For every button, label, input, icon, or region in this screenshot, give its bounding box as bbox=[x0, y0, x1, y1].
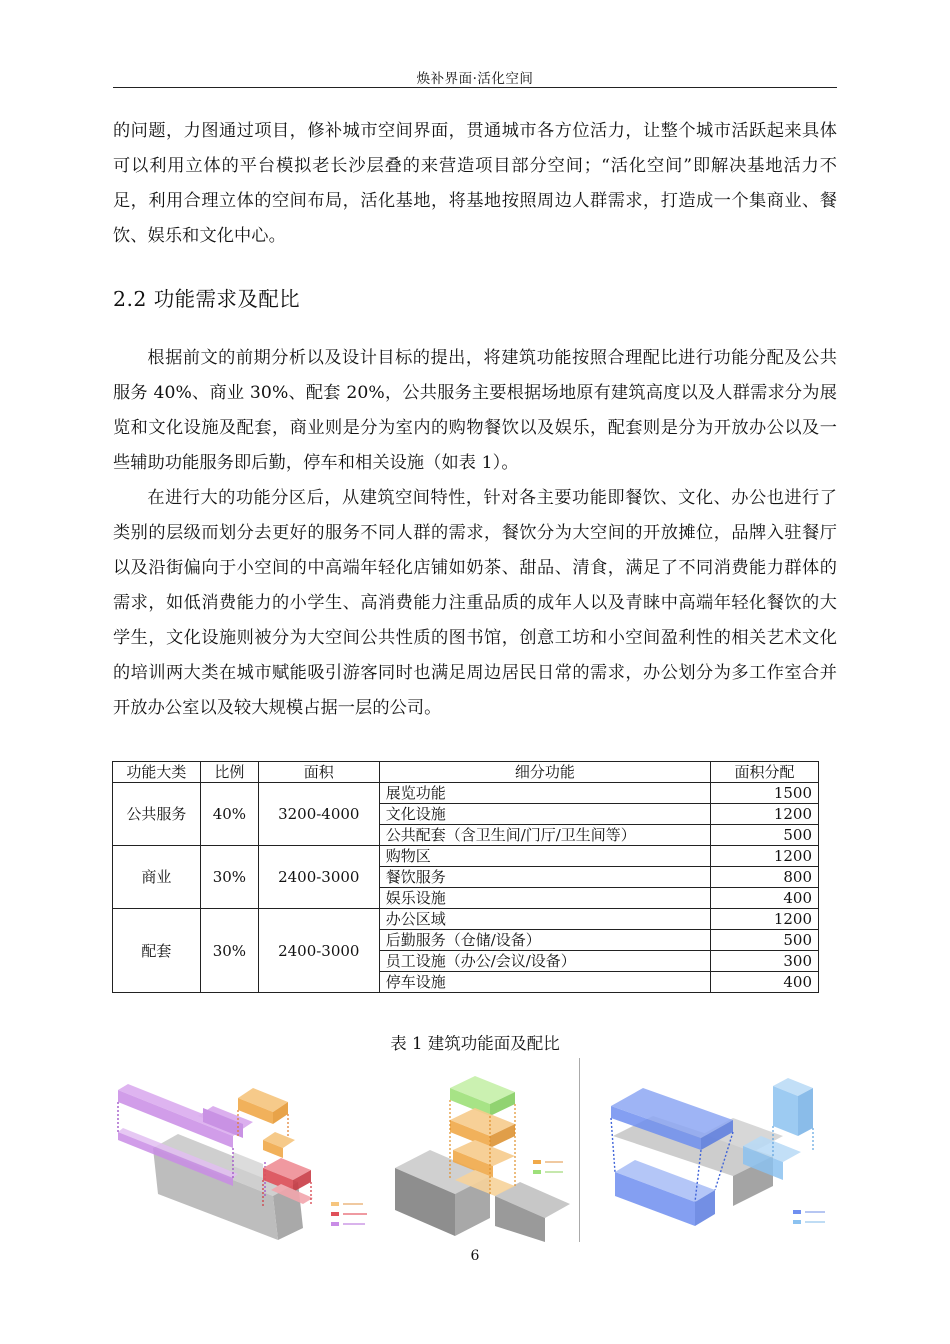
allocation-cell: 400 bbox=[711, 972, 819, 993]
subfunction-cell: 购物区 bbox=[379, 846, 710, 867]
function-ratio-table bbox=[112, 761, 819, 993]
category-cell: 商业 bbox=[113, 846, 201, 909]
paragraph-1: 的问题，力图通过项目，修补城市空间界面，贯通城市各方位活力，让整个城市活跃起来具体可以利用立体的平台模拟老长沙层叠的来营造项目部分空间；“活化空间”即解决基地活力不足，利用合理立体的空间布局，活化基地，将基地按照周边人群需求，打造成一个集商业、餐饮、娱乐和文化中心。 bbox=[113, 121, 837, 246]
figure-divider bbox=[579, 1058, 580, 1242]
subfunction-cell: 公共配套（含卫生间/门厅/卫生间等） bbox=[379, 825, 710, 846]
allocation-cell: 1200 bbox=[711, 909, 819, 930]
table-header: 细分功能 bbox=[379, 762, 710, 783]
allocation-cell: 1200 bbox=[711, 804, 819, 825]
ratio-cell: 30% bbox=[200, 909, 258, 993]
area-cell: 2400-3000 bbox=[258, 846, 379, 909]
blue-lower-slab bbox=[615, 1160, 715, 1226]
allocation-cell: 400 bbox=[711, 888, 819, 909]
subfunction-cell: 办公区域 bbox=[379, 909, 710, 930]
figure-3-legend bbox=[793, 1210, 825, 1224]
table-row bbox=[113, 909, 819, 930]
table-header: 面积 bbox=[258, 762, 379, 783]
category-cell: 配套 bbox=[113, 909, 201, 993]
figure-axon-commercial bbox=[113, 1078, 383, 1242]
subfunction-cell: 娱乐设施 bbox=[379, 888, 710, 909]
subfunction-cell: 展览功能 bbox=[379, 783, 710, 804]
axonometric-figures bbox=[113, 1058, 837, 1242]
table-header: 比例 bbox=[200, 762, 258, 783]
green-block bbox=[450, 1076, 515, 1116]
table-header-row bbox=[113, 762, 819, 783]
table-caption: 表 1 建筑功能面及配比 bbox=[390, 1034, 560, 1053]
table-row bbox=[113, 846, 819, 867]
allocation-cell: 500 bbox=[711, 825, 819, 846]
subfunction-cell: 文化设施 bbox=[379, 804, 710, 825]
table-row bbox=[113, 783, 819, 804]
allocation-cell: 500 bbox=[711, 930, 819, 951]
subfunction-cell: 餐饮服务 bbox=[379, 867, 710, 888]
table-header: 功能大类 bbox=[113, 762, 201, 783]
allocation-cell: 1500 bbox=[711, 783, 819, 804]
subfunction-cell: 员工设施（办公/会议/设备） bbox=[379, 951, 710, 972]
area-cell: 2400-3000 bbox=[258, 909, 379, 993]
page-number: 6 bbox=[470, 1248, 480, 1264]
allocation-cell: 300 bbox=[711, 951, 819, 972]
section-heading: 2.2 功能需求及配比 bbox=[113, 287, 301, 311]
allocation-cell: 1200 bbox=[711, 846, 819, 867]
paragraph-2: 根据前文的前期分析以及设计目标的提出，将建筑功能按照合理配比进行功能分配及公共服务 40%、商业 30%、配套 20%，公共服务主要根据场地原有建筑高度以及人群需求分为展览和文化设施及配套，商业则是分为室内的购物餐饮以及娱乐，配套则是分为开放办公以及一些辅助功能服务即后勤，停车和相关设施（如表 1）。 bbox=[113, 348, 837, 473]
subfunction-cell: 后勤服务（仓储/设备） bbox=[379, 930, 710, 951]
category-cell: 公共服务 bbox=[113, 783, 201, 846]
area-cell: 3200-4000 bbox=[258, 783, 379, 846]
figure-1-legend bbox=[331, 1202, 367, 1226]
table-header: 面积分配 bbox=[711, 762, 819, 783]
subfunction-cell: 停车设施 bbox=[379, 972, 710, 993]
allocation-cell: 800 bbox=[711, 867, 819, 888]
running-header: 焕补界面·活化空间 bbox=[416, 71, 534, 87]
paragraph-3: 在进行大的功能分区后，从建筑空间特性，针对各主要功能即餐饮、文化、办公也进行了类别的层级而划分去更好的服务不同人群的需求，餐饮分为大空间的开放摊位，品牌入驻餐厅以及沿街偏向于小空间的中高端年轻化店铺如奶茶、甜品、清食，满足了不同消费能力群体的需求，如低消费能力的小学生、高消费能力注重品质的成年人以及青睐中高端年轻化餐饮的大学生，文化设施则被分为大空间公共性质的图书馆，创意工坊和小空间盈利性的相关艺术文化的培训两大类在城市赋能吸引游客同时也满足周边居民日常的需求，办公划分为多工作室合并开放办公室以及较大规模占据一层的公司。 bbox=[113, 488, 837, 718]
figure-axon-culture bbox=[395, 1076, 575, 1242]
header-rule bbox=[113, 87, 837, 88]
ratio-cell: 30% bbox=[200, 846, 258, 909]
figure-2-legend bbox=[533, 1160, 563, 1174]
figure-axon-office bbox=[583, 1076, 837, 1242]
ratio-cell: 40% bbox=[200, 783, 258, 846]
